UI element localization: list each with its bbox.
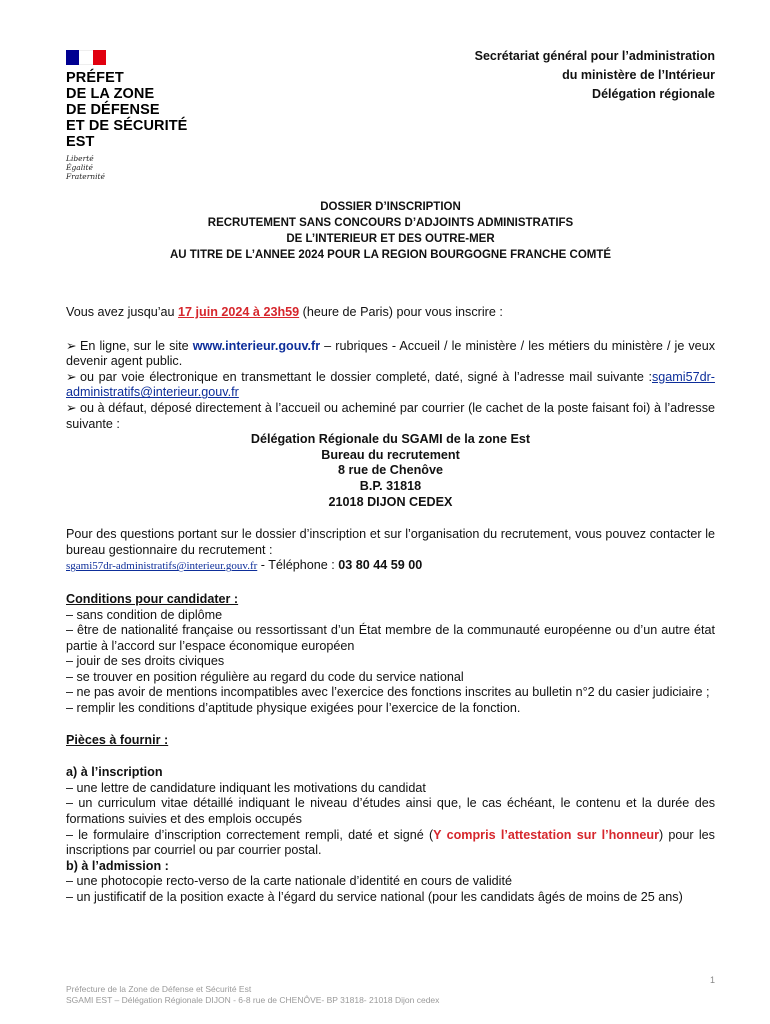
admission-list	[66, 874, 715, 905]
document-title	[66, 199, 715, 263]
logo-title	[66, 70, 206, 150]
pieces-heading: Pièces à fournir :	[66, 732, 169, 747]
contact-text: Pour des questions portant sur le dossier d’inscription et sur l’organisation du recrutement, vous pouvez contacter le bureau gestionnaire du recrutement :	[66, 527, 715, 557]
address-line: 8 rue de Chenôve	[338, 463, 443, 478]
title-line: DE L’INTERIEUR ET DES OUTRE-MER	[286, 233, 495, 245]
logo-title-line: ET DE SÉCURITÉ	[66, 118, 188, 134]
conditions-list	[66, 608, 715, 717]
address-line: Délégation Régionale du SGAMI de la zone Est	[250, 432, 531, 447]
arrow-bullet-icon: ➢	[66, 338, 77, 353]
list-item: – se trouver en position régulière au regard du code du service national	[66, 669, 464, 684]
admission-heading: b) à l’admission :	[66, 858, 169, 873]
logo-title-line: EST	[66, 134, 95, 150]
logo-motto	[66, 154, 206, 181]
header-line: Secrétariat général pour l’administration	[474, 49, 715, 63]
list-item: – ne pas avoir de mentions incompatibles avec l’exercice des fonctions inscrites au bulletin n°2 du casier judiciaire ;	[66, 685, 710, 700]
footer-line: SGAMI EST – Délégation Régionale DIJON - 6-8 rue de CHENÔVE- BP 31818- 21018 Dijon cedex	[66, 995, 440, 1005]
title-line: AU TITRE DE L’ANNEE 2024 POUR LA REGION BOURGOGNE FRANCHE COMTÉ	[169, 249, 612, 261]
intro-text-end: (heure de Paris) pour vous inscrire :	[299, 305, 503, 319]
option-post	[66, 401, 715, 432]
option-email-text: ou par voie électronique en transmettant le dossier completé, daté, signé à l’adresse mail suivante :	[80, 369, 652, 384]
sgami-email-link[interactable]: sgami57dr-administratifs@interieur.gouv.fr	[66, 369, 715, 400]
option-post-text: ou à défaut, déposé directement à l’accueil ou acheminé par courrier (le cachet de la poste faisant foi) à l’adresse suivante :	[66, 400, 715, 431]
form-text: – le formulaire d’inscription correctement rempli, daté et signé (	[66, 827, 434, 842]
postal-address	[66, 432, 715, 510]
list-item: – être de nationalité française ou ressortissant d’un État membre de la communauté européenne ou d’un autre état partie à l’accord sur l’espace économique européen	[66, 623, 715, 653]
logo-title-line: DE LA ZONE	[66, 86, 155, 102]
interieur-website-link[interactable]: www.interieur.gouv.fr	[192, 338, 321, 353]
list-item-form	[66, 828, 715, 859]
inscription-heading: a) à l’inscription	[66, 765, 163, 780]
deadline-date: 17 juin 2024 à 23h59	[178, 305, 300, 319]
phone-label: - Téléphone :	[257, 558, 339, 573]
list-item: – une photocopie recto-verso de la carte nationale d’identité en cours de validité	[66, 874, 512, 889]
phone-number: 03 80 44 59 00	[338, 558, 423, 573]
footer-line: Préfecture de la Zone de Défense et Sécurité Est	[66, 984, 252, 994]
list-item: – un curriculum vitae détaillé indiquant le niveau d’études ainsi que, le cas échéant, le contenu et la durée des formations suivies et des emplois occupés	[66, 796, 715, 827]
option-email	[66, 370, 715, 401]
address-line: 21018 DIJON CEDEX	[328, 494, 453, 509]
deadline-paragraph	[66, 305, 715, 321]
option-online-rubriques: – rubriques - Accueil / le ministère / les métiers du ministère / je veux devenir agent public.	[66, 338, 715, 369]
inscription-list	[66, 781, 715, 859]
list-item: – une lettre de candidature indiquant les motivations du candidat	[66, 780, 426, 795]
form-text-end: ) pour les inscriptions par courriel ou par courrier postal.	[66, 827, 715, 858]
contact-email-link[interactable]: sgami57dr-administratifs@interieur.gouv.fr	[66, 560, 258, 573]
list-item: – jouir de ses droits civiques	[66, 654, 225, 669]
french-flag-icon	[66, 50, 106, 65]
arrow-bullet-icon: ➢	[66, 400, 77, 415]
page-footer	[66, 984, 439, 1006]
title-line: RECRUTEMENT SANS CONCOURS D’ADJOINTS ADMINISTRATIFS	[207, 217, 574, 229]
document-body	[66, 305, 715, 906]
list-item: – remplir les conditions d’aptitude physique exigées pour l’exercice de la fonction.	[66, 701, 521, 716]
header-line: du ministère de l’Intérieur	[562, 68, 715, 82]
list-item: – un justificatif de la position exacte à l’égard du service national (pour les candidats âgés de moins de 25 ans)	[66, 890, 683, 904]
list-item: – sans condition de diplôme	[66, 607, 223, 622]
header-line: Délégation régionale	[592, 87, 715, 101]
logo-title-line: PRÉFET	[66, 70, 124, 86]
page-number: 1	[709, 975, 715, 985]
intro-text: Vous avez jusqu’au	[66, 305, 179, 319]
address-line: B.P. 31818	[359, 478, 422, 493]
sender-header	[475, 47, 715, 104]
contact-paragraph	[66, 527, 715, 575]
attestation-highlight: Y compris l’attestation sur l’honneur	[433, 827, 659, 842]
prefet-logo	[66, 50, 206, 181]
title-line: DOSSIER D’INSCRIPTION	[320, 201, 461, 213]
logo-title-line: DE DÉFENSE	[66, 102, 160, 118]
motto-line: Égalité	[66, 163, 93, 172]
option-online-text: En ligne, sur le site	[80, 338, 193, 353]
motto-line: Fraternité	[66, 172, 105, 181]
option-online	[66, 339, 715, 370]
conditions-heading: Conditions pour candidater :	[66, 591, 239, 606]
arrow-bullet-icon: ➢	[66, 369, 77, 384]
motto-line: Liberté	[66, 154, 94, 163]
address-line: Bureau du recrutement	[321, 447, 460, 462]
